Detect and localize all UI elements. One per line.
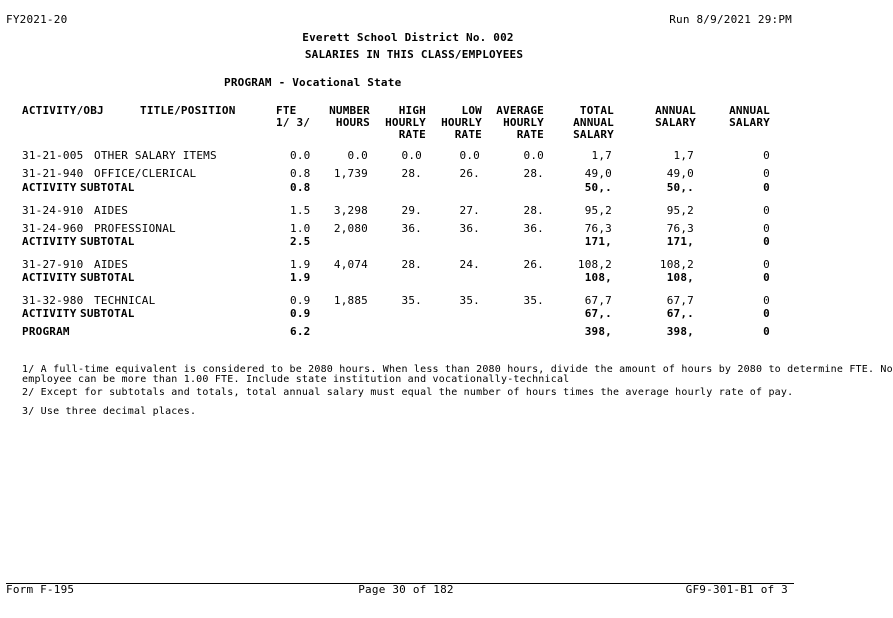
row-title: OTHER SALARY ITEMS bbox=[94, 149, 217, 162]
row-title: SUBTOTAL bbox=[80, 181, 135, 194]
row-total-salary: 108,2 bbox=[577, 258, 612, 271]
row-annual-salary: 398, bbox=[666, 325, 694, 338]
row-fte: 0.0 bbox=[290, 149, 311, 162]
row-low-rate: 27. bbox=[459, 204, 480, 217]
row-title: SUBTOTAL bbox=[80, 307, 135, 320]
row-hours: 1,885 bbox=[333, 294, 368, 307]
row-title: AIDES bbox=[94, 204, 129, 217]
row-annual-salary: 171, bbox=[666, 235, 694, 248]
row-avg-rate: 36. bbox=[523, 222, 544, 235]
row-annual-salary: 67,7 bbox=[666, 294, 694, 307]
row-fte: 0.9 bbox=[290, 307, 311, 320]
row-fte: 6.2 bbox=[290, 325, 311, 338]
run-date: Run 8/9/2021 29:PM bbox=[669, 13, 792, 26]
row-activity: ACTIVITY bbox=[22, 307, 77, 320]
row-hours: 0.0 bbox=[347, 149, 368, 162]
col-total-salary: TOTAL ANNUAL SALARY bbox=[573, 104, 614, 141]
row-activity: 31-32-980 bbox=[22, 294, 84, 307]
col-fte: FTE 1/ 3/ bbox=[276, 104, 311, 129]
row-annual-salary-2: 0 bbox=[763, 222, 770, 235]
row-annual-salary-2: 0 bbox=[763, 167, 770, 180]
row-annual-salary: 76,3 bbox=[666, 222, 694, 235]
row-activity: ACTIVITY bbox=[22, 271, 77, 284]
row-high-rate: 35. bbox=[401, 294, 422, 307]
row-avg-rate: 28. bbox=[523, 167, 544, 180]
row-activity: ACTIVITY bbox=[22, 235, 77, 248]
row-fte: 1.0 bbox=[290, 222, 311, 235]
row-activity: PROGRAM bbox=[22, 325, 70, 338]
row-annual-salary-2: 0 bbox=[763, 204, 770, 217]
row-high-rate: 0.0 bbox=[401, 149, 422, 162]
row-fte: 1.5 bbox=[290, 204, 311, 217]
col-activity: ACTIVITY/OBJ bbox=[22, 104, 104, 117]
row-total-salary: 49,0 bbox=[584, 167, 612, 180]
row-annual-salary-2: 0 bbox=[763, 271, 770, 284]
row-high-rate: 36. bbox=[401, 222, 422, 235]
row-total-salary: 398, bbox=[584, 325, 612, 338]
col-annual-salary-2: ANNUAL SALARY bbox=[729, 104, 770, 129]
row-total-salary: 108, bbox=[584, 271, 612, 284]
row-activity: 31-24-960 bbox=[22, 222, 84, 235]
row-fte: 0.8 bbox=[290, 181, 311, 194]
form-number: Form F-195 bbox=[6, 583, 75, 596]
row-title: AIDES bbox=[94, 258, 129, 271]
row-total-salary: 67,. bbox=[584, 307, 612, 320]
row-avg-rate: 28. bbox=[523, 204, 544, 217]
col-average-rate: AVERAGE HOURLY RATE bbox=[496, 104, 544, 141]
col-high-rate: HIGH HOURLY RATE bbox=[385, 104, 426, 141]
row-title: SUBTOTAL bbox=[80, 235, 135, 248]
row-annual-salary-2: 0 bbox=[763, 235, 770, 248]
row-total-salary: 1,7 bbox=[591, 149, 612, 162]
row-hours: 3,298 bbox=[333, 204, 368, 217]
row-title: TECHNICAL bbox=[94, 294, 156, 307]
row-title: PROFESSIONAL bbox=[94, 222, 176, 235]
row-annual-salary: 95,2 bbox=[666, 204, 694, 217]
fiscal-year: FY2021-20 bbox=[6, 13, 68, 26]
row-activity: 31-21-940 bbox=[22, 167, 84, 180]
footnote-2: 2/ Except for subtotals and totals, total annual salary must equal the number of hours times the average hourly rate of pay. bbox=[22, 387, 794, 398]
row-annual-salary: 108, bbox=[666, 271, 694, 284]
report-title: SALARIES IN THIS CLASS/EMPLOYEES bbox=[304, 48, 524, 61]
row-annual-salary-2: 0 bbox=[763, 149, 770, 162]
row-high-rate: 29. bbox=[401, 204, 422, 217]
col-low-rate: LOW HOURLY RATE bbox=[441, 104, 482, 141]
row-title: OFFICE/CLERICAL bbox=[94, 167, 197, 180]
row-avg-rate: 0.0 bbox=[523, 149, 544, 162]
row-fte: 1.9 bbox=[290, 258, 311, 271]
row-low-rate: 0.0 bbox=[459, 149, 480, 162]
row-annual-salary-2: 0 bbox=[763, 307, 770, 320]
col-annual-salary: ANNUAL SALARY bbox=[655, 104, 696, 129]
row-hours: 1,739 bbox=[333, 167, 368, 180]
program-label: PROGRAM - Vocational State bbox=[224, 76, 402, 89]
row-total-salary: 50,. bbox=[584, 181, 612, 194]
row-activity: ACTIVITY bbox=[22, 181, 77, 194]
row-low-rate: 35. bbox=[459, 294, 480, 307]
row-low-rate: 26. bbox=[459, 167, 480, 180]
row-total-salary: 171, bbox=[584, 235, 612, 248]
row-fte: 0.8 bbox=[290, 167, 311, 180]
row-annual-salary: 50,. bbox=[666, 181, 694, 194]
footnote-3: 3/ Use three decimal places. bbox=[22, 406, 197, 417]
row-low-rate: 36. bbox=[459, 222, 480, 235]
row-fte: 2.5 bbox=[290, 235, 311, 248]
row-annual-salary: 49,0 bbox=[666, 167, 694, 180]
row-avg-rate: 35. bbox=[523, 294, 544, 307]
row-annual-salary-2: 0 bbox=[763, 294, 770, 307]
row-total-salary: 76,3 bbox=[584, 222, 612, 235]
row-hours: 4,074 bbox=[333, 258, 368, 271]
row-high-rate: 28. bbox=[401, 167, 422, 180]
col-title-position: TITLE/POSITION bbox=[140, 104, 236, 117]
form-code: GF9-301-B1 of 3 bbox=[685, 583, 788, 596]
row-avg-rate: 26. bbox=[523, 258, 544, 271]
row-fte: 1.9 bbox=[290, 271, 311, 284]
row-activity: 31-24-910 bbox=[22, 204, 84, 217]
row-total-salary: 95,2 bbox=[584, 204, 612, 217]
row-high-rate: 28. bbox=[401, 258, 422, 271]
row-total-salary: 67,7 bbox=[584, 294, 612, 307]
row-annual-salary: 67,. bbox=[666, 307, 694, 320]
col-number-hours: NUMBER HOURS bbox=[329, 104, 370, 129]
row-activity: 31-27-910 bbox=[22, 258, 84, 271]
row-fte: 0.9 bbox=[290, 294, 311, 307]
row-hours: 2,080 bbox=[333, 222, 368, 235]
row-annual-salary: 108,2 bbox=[659, 258, 694, 271]
row-annual-salary-2: 0 bbox=[763, 181, 770, 194]
row-annual-salary-2: 0 bbox=[763, 325, 770, 338]
row-title: SUBTOTAL bbox=[80, 271, 135, 284]
footnote-1: 1/ A full-time equivalent is considered to be 2080 hours. When less than 2080 hours, divide the amount of hours by 2080 to determine FTE. No bbox=[22, 364, 893, 375]
row-low-rate: 24. bbox=[459, 258, 480, 271]
page-number: Page 30 of 182 bbox=[358, 583, 454, 596]
footnote-1-cont: employee can be more than 1.00 FTE. Include state institution and vocationally-technical bbox=[22, 374, 570, 385]
district-name: Everett School District No. 002 bbox=[302, 31, 514, 44]
row-annual-salary-2: 0 bbox=[763, 258, 770, 271]
row-annual-salary: 1,7 bbox=[673, 149, 694, 162]
row-activity: 31-21-005 bbox=[22, 149, 84, 162]
